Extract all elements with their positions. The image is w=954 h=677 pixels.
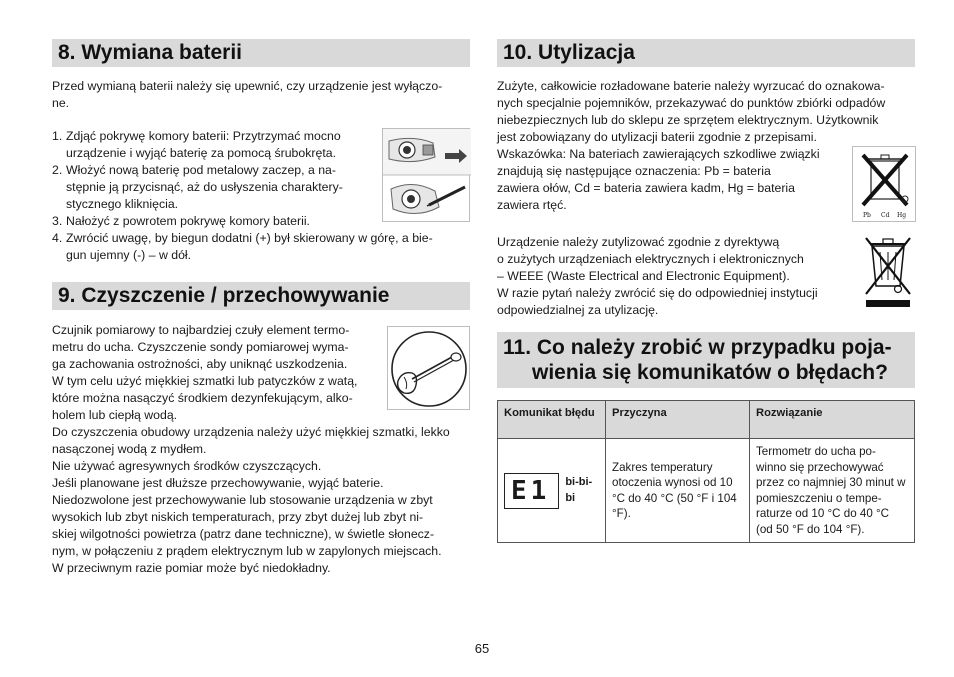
- section-9-text: Czujnik pomiarowy to najbardziej czuły element termo- metru do ucha. Czyszczenie sondy pomiarowej wyma- ga zachowania ostrożności, aby uniknąć uszkodzenia. W tym celu użyć miękkiej szmatki lub patyczków z watą, które można nasączyć środkiem dezynfekującym, alko- holem lub ciepłą wodą. Do czyszczenia obudowy urządzenia należy użyć miękkiej szmatki, lekko nasączonej wodą z mydłem. Nie używać agresywnych środków czyszczących. Jeśli planowane jest dłuższe przechowywanie, wyjąć baterie. Niedozwolone jest przechowywanie lub stosowanie urządzenia w zbyt wysokich lub zbyt niskich temperaturach, przy zbyt dużej lub zbyt ni- skiej wilgotności powietrza (patrz dane techniczne), w świetle słonecz- nym, w połączeniu z prądem elektrycznym lub w zapylonych miejscach. W przeciwnym razie pomiar może być niedokładny.: [52, 323, 450, 575]
- crossed-bin-battery-icon: [853, 147, 917, 223]
- error-message-cell: E1 bi-bi-bi: [498, 439, 606, 543]
- battery-replacement-illustration: [382, 128, 470, 222]
- crossed-wheelie-bin-icon: [862, 234, 914, 310]
- section-9-title: 9. Czyszczenie / przechowywanie: [52, 282, 470, 310]
- page-number: 65: [474, 641, 490, 656]
- hg-label: Hg: [897, 212, 907, 219]
- pb-label: Pb: [863, 212, 871, 219]
- weee-symbol: [862, 234, 914, 310]
- lcd-display-icon: E1: [504, 473, 559, 509]
- section-10-para1: Zużyte, całkowicie rozładowane baterie należy wyrzucać do oznakowa- nych specjalnie pojemników, przekazywać do punktów zbiórki odpadów niebezpiecznych lub do sklepu ze sprzętem elektrycznym. Użytkownik jest zobowiązany do utylizacji baterii zgodnie z przepisami. Wskazówka: Na bateriach zawierających szkodliwe związki znajdują się następujące oznaczenia: Pb = bateria zawiera ołów, Cd = bateria zawiera kadm, Hg = bateria zawiera rtęć.: [497, 79, 886, 212]
- col-header-cause: Przyczyna: [606, 401, 750, 439]
- table-header-row: [498, 401, 915, 439]
- battery-disposal-symbol: [852, 146, 916, 222]
- section-10-para2: Urządzenie należy zutylizować zgodnie z dyrektywą o zużytych urządzeniach elektrycznych i elektronicznych – WEEE (Waste Electrical and Electronic Equipment). W razie pytań należy zwrócić się do odpowiedniej instytucji odpowiedzialnej za utylizację.: [497, 235, 818, 317]
- thermometer-battery-image: [383, 129, 471, 223]
- col-header-message: Komunikat błędu: [498, 401, 606, 439]
- solution-cell: Termometr do ucha po- winno się przechowywać przez co najmniej 30 minut w pomieszczeniu o tempe- raturze od 10 °C do 40 °C (od 50 °F do 104 °F).: [750, 439, 915, 543]
- list-item: 2. Włożyć nową baterię pod metalowy zaczep, a na- stępnie ją przycisnąć, aż do usłyszenia charaktery- stycznego kliknięcia.: [52, 163, 343, 211]
- cause-cell: Zakres temperatury otoczenia wynosi od 10 °C do 40 °C (50 °F i 104 °F).: [606, 439, 750, 543]
- section-8-title: 8. Wymiana baterii: [52, 39, 470, 67]
- cd-label: Cd: [881, 212, 890, 219]
- list-item: 3. Nałożyć z powrotem pokrywę komory baterii.: [52, 214, 310, 228]
- list-item: 4. Zwrócić uwagę, by biegun dodatni (+) był skierowany w górę, a bie- gun ujemny (-) – w dół.: [52, 231, 433, 262]
- probe-cleaning-illustration: [387, 326, 470, 410]
- section-8-intro: Przed wymianą baterii należy się upewnić, czy urządzenie jest wyłączo- ne.: [52, 79, 443, 110]
- probe-cleaning-image: [388, 327, 471, 411]
- table-row: [498, 439, 915, 543]
- section-11-title: 11. Co należy zrobić w przypadku poja- wienia się komunikatów o błędach?: [497, 332, 915, 388]
- section-10-title: 10. Utylizacja: [497, 39, 915, 67]
- col-header-solution: Rozwiązanie: [750, 401, 915, 439]
- list-item: 1. Zdjąć pokrywę komory baterii: Przytrzymać mocno urządzenie i wyjąć baterię za pomocą śrubokręta.: [52, 129, 341, 160]
- error-table: [497, 400, 915, 543]
